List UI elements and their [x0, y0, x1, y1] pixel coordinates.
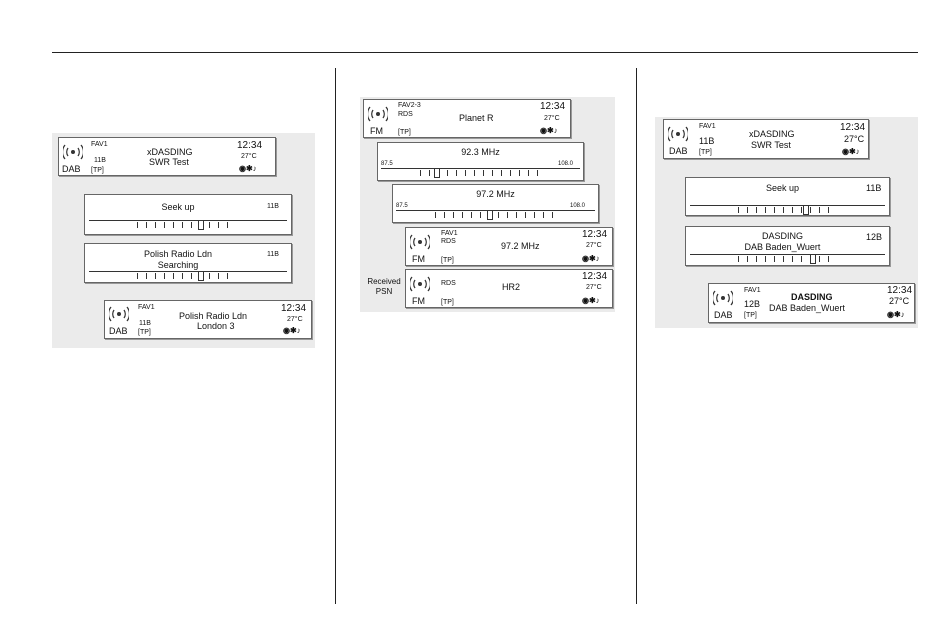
- caption-line-1: Received: [367, 277, 401, 286]
- frequency-readout: 97.2 MHz: [476, 189, 515, 199]
- station-name: DASDING: [791, 292, 833, 302]
- traffic-program-label: [TP]: [699, 149, 712, 156]
- antenna-icon: [668, 124, 688, 144]
- channel-label: 11B: [866, 183, 882, 193]
- traffic-program-label: [TP]: [398, 129, 411, 136]
- dab-main-display: [58, 137, 276, 176]
- scale-min: 87.5: [396, 203, 408, 209]
- column-divider-1: [335, 68, 336, 604]
- band-label: DAB: [669, 146, 688, 156]
- rds-label: RDS: [398, 111, 413, 118]
- channel-label: 12B: [744, 299, 761, 309]
- status-icons: ◉✱♪: [887, 310, 905, 319]
- favourite-list-label: FAV1: [91, 141, 108, 148]
- fm-main-display: [363, 99, 571, 138]
- antenna-icon: [410, 232, 430, 252]
- clock: 12:34: [582, 271, 608, 282]
- search-status: Searching: [157, 260, 199, 270]
- band-label: DAB: [62, 164, 81, 174]
- temperature: 27°C: [586, 284, 602, 291]
- found-title: DASDING: [761, 231, 803, 241]
- frequency-scale: [690, 254, 885, 255]
- header-rule: [52, 52, 918, 53]
- status-icons: ◉✱♪: [582, 254, 600, 263]
- dab-result-display: [708, 283, 915, 323]
- station-found-display: [685, 226, 890, 266]
- status-icons: ◉✱♪: [582, 296, 600, 305]
- frequency-readout: 92.3 MHz: [461, 147, 500, 157]
- traffic-program-label: [TP]: [138, 329, 151, 336]
- scale-max: 108.0: [570, 203, 586, 209]
- scale-ticks: [137, 222, 231, 228]
- station-name: xDASDING: [749, 129, 795, 139]
- favourite-list-label: FAV1: [441, 230, 458, 237]
- band-label: FM: [412, 254, 425, 264]
- scale-ticks: [435, 212, 553, 218]
- rds-label: RDS: [441, 280, 456, 287]
- program-text: SWR Test: [149, 157, 189, 167]
- caption-line-2: PSN: [375, 287, 393, 296]
- program-text: London 3: [197, 321, 235, 331]
- traffic-program-label: [TP]: [744, 312, 757, 319]
- column-divider-2: [636, 68, 637, 604]
- traffic-program-label: [TP]: [441, 299, 454, 306]
- channel-label: 11B: [699, 136, 715, 146]
- clock: 12:34: [887, 285, 913, 296]
- tuning-needle: [434, 168, 440, 178]
- channel-label: 11B: [94, 157, 106, 164]
- antenna-icon: [713, 288, 733, 308]
- channel-label: 11B: [267, 251, 279, 258]
- status-icons: ◉✱♪: [540, 126, 558, 135]
- station-name: HR2: [502, 282, 521, 292]
- search-display: [84, 243, 292, 283]
- dab-main-display: [663, 119, 869, 159]
- temperature: 27°C: [287, 316, 303, 323]
- band-label: DAB: [714, 310, 733, 320]
- favourite-list-label: FAV1: [744, 287, 761, 294]
- temperature: 27°C: [844, 134, 865, 144]
- tuning-needle: [487, 210, 493, 220]
- channel-label: 11B: [139, 320, 151, 327]
- band-label: FM: [412, 296, 425, 306]
- fm-frequency-display-2: [392, 184, 599, 223]
- search-title: Polish Radio Ldn: [143, 249, 213, 259]
- frequency-scale: [89, 220, 287, 221]
- scale-min: 87.5: [381, 161, 393, 167]
- channel-label: 11B: [267, 203, 279, 210]
- traffic-program-label: [TP]: [441, 257, 454, 264]
- favourite-list-label: FAV1: [138, 304, 155, 311]
- antenna-icon: [109, 304, 129, 324]
- received-psn-caption: [364, 277, 404, 297]
- fm-tuned-display: [405, 227, 613, 266]
- station-name: 97.2 MHz: [501, 241, 540, 251]
- tuning-needle: [810, 254, 816, 264]
- tuning-needle: [198, 220, 204, 230]
- frequency-scale: [396, 210, 595, 211]
- clock: 12:34: [281, 303, 307, 314]
- status-icons: ◉✱♪: [283, 326, 301, 335]
- station-name: xDASDING: [147, 147, 193, 157]
- fm-psn-display: [405, 269, 613, 308]
- station-name: Polish Radio Ldn: [179, 311, 248, 321]
- frequency-scale: [89, 271, 287, 272]
- clock: 12:34: [237, 140, 263, 151]
- found-subtitle: DAB Baden_Wuert: [744, 242, 821, 252]
- seek-up-display: [84, 194, 292, 235]
- seek-up-display: [685, 177, 890, 216]
- clock: 12:34: [540, 101, 566, 112]
- seek-title: Seek up: [161, 202, 195, 212]
- temperature: 27°C: [544, 115, 560, 122]
- frequency-scale: [381, 168, 580, 169]
- antenna-icon: [410, 274, 430, 294]
- favourite-list-label: FAV2-3: [398, 102, 421, 109]
- scale-ticks: [738, 207, 832, 213]
- temperature: 27°C: [889, 296, 910, 306]
- scale-ticks: [137, 273, 231, 279]
- dab-result-display: [104, 300, 312, 339]
- scale-ticks: [738, 256, 832, 262]
- frequency-scale: [690, 205, 885, 206]
- band-label: FM: [370, 126, 383, 136]
- tuning-needle: [198, 271, 204, 281]
- program-text: DAB Baden_Wuert: [769, 303, 845, 313]
- fm-frequency-display-1: [377, 142, 584, 181]
- status-icons: ◉✱♪: [842, 147, 860, 156]
- rds-label: RDS: [441, 238, 456, 245]
- scale-max: 108.0: [558, 161, 574, 167]
- favourite-list-label: FAV1: [699, 123, 716, 130]
- seek-title: Seek up: [765, 183, 800, 193]
- channel-label: 12B: [866, 232, 883, 242]
- clock: 12:34: [840, 122, 866, 133]
- status-icons: ◉✱♪: [239, 164, 257, 173]
- program-text: SWR Test: [751, 140, 791, 150]
- station-name: Planet R: [459, 113, 494, 123]
- tuning-needle: [803, 205, 809, 215]
- temperature: 27°C: [241, 153, 257, 160]
- antenna-icon: [63, 142, 83, 162]
- antenna-icon: [368, 104, 388, 124]
- clock: 12:34: [582, 229, 608, 240]
- temperature: 27°C: [586, 242, 602, 249]
- band-label: DAB: [109, 326, 128, 336]
- traffic-program-label: [TP]: [91, 167, 104, 174]
